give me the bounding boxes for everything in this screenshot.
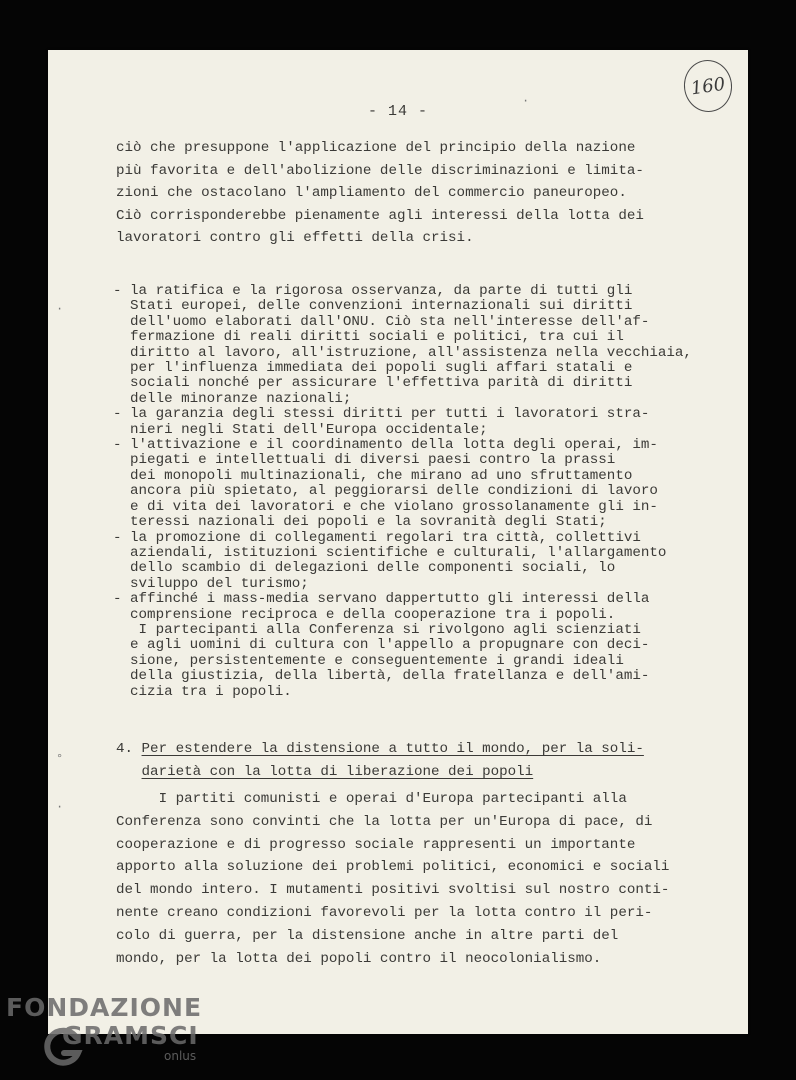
list-line: della giustizia, della libertà, della fratellanza e dell'ami- <box>113 668 650 685</box>
paragraph-continuation <box>116 137 644 250</box>
list-line: I partecipanti alla Conferenza si rivolgono agli scienziati <box>113 621 641 638</box>
text-line: nente creano condizioni favorevoli per la lotta contro il peri- <box>116 904 653 921</box>
margin-mark: · <box>522 94 530 108</box>
text-line: mondo, per la lotta dei popoli contro il neocolonialismo. <box>116 950 602 967</box>
text-line: più favorita e dell'abolizione delle discriminazioni e limita- <box>116 162 644 179</box>
section-title-line: darietà con la lotta di liberazione dei popoli <box>141 764 534 780</box>
list-line: e agli uomini di cultura con l'appello a propugnare con deci- <box>113 637 650 654</box>
list-line: - la promozione di collegamenti regolari tra città, collettivi <box>113 529 641 546</box>
section-heading <box>116 738 644 784</box>
text-line: cooperazione e di progresso sociale rappresenti un importante <box>116 836 636 853</box>
list-line: - affinché i mass-media servano dappertutto gli interessi della <box>113 591 650 608</box>
section-title-line: Per estendere la distensione a tutto il mondo, per la soli- <box>141 741 644 757</box>
list-line: e di vita dei lavoratori e che violano grossolanamente gli in- <box>113 498 658 515</box>
list-line: nieri negli Stati dell'Europa occidentale; <box>113 421 488 438</box>
list-line: fermazione di reali diritti sociali e politici, tra cui il <box>113 329 624 346</box>
list-line: - la garanzia degli stessi diritti per tutti i lavoratori stra- <box>113 406 650 423</box>
list-line: delle minoranze nazionali; <box>113 390 352 407</box>
list-line: dei monopoli multinazionali, che mirano ad uno sfruttamento <box>113 467 633 484</box>
text-line: I partiti comunisti e operai d'Europa partecipanti alla <box>116 791 627 807</box>
list-line: dello scambio di delegazioni delle componenti sociali, lo <box>113 560 616 577</box>
list-line: Stati europei, delle convenzioni internazionali sui diritti <box>113 298 633 315</box>
section-paragraph <box>116 788 669 970</box>
list-line: teressi nazionali dei popoli e la sovranità degli Stati; <box>113 514 607 531</box>
list-line: cizia tra i popoli. <box>113 683 292 700</box>
watermark-line-2: GRAMSCI <box>62 1021 199 1050</box>
text-line: lavoratori contro gli effetti della crisi. <box>116 230 474 246</box>
margin-mark: · <box>56 800 64 814</box>
list-line: sviluppo del turismo; <box>113 575 309 592</box>
text-line: colo di guerra, per la distensione anche in altre parti del <box>116 927 619 944</box>
section-number: 4. <box>116 741 134 757</box>
text-line: Ciò corrisponderebbe pienamente agli interessi della lotta dei <box>116 207 644 224</box>
text-line: ciò che presuppone l'applicazione del principio della nazione <box>116 140 636 156</box>
list-line: diritto al lavoro, all'istruzione, all'assistenza nella vecchiaia, <box>113 344 692 361</box>
list-line: ancora più spietato, al peggiorarsi delle condizioni di lavoro <box>113 483 658 500</box>
list-line: per l'influenza immediata dei popoli sugli affari statali e <box>113 360 633 377</box>
list-line: piegati e intellettuali di diversi paesi contro la prassi <box>113 452 616 469</box>
list-line: sione, persistentemente e conseguentemente i grandi ideali <box>113 652 624 669</box>
margin-mark: ° <box>56 752 64 766</box>
page-number: - 14 - <box>368 103 429 120</box>
margin-mark: · <box>56 302 64 316</box>
list-line: - l'attivazione e il coordinamento della lotta degli operai, im- <box>113 437 658 454</box>
list-line: aziendali, istituzioni scientifiche e culturali, l'allargamento <box>113 544 667 561</box>
proposal-list <box>113 284 692 700</box>
list-line: - la ratifica e la rigorosa osservanza, da parte di tutti gli <box>113 283 633 299</box>
list-line: sociali nonché per assicurare l'effettiva parità di diritti <box>113 375 633 392</box>
watermark-line-1: FONDAZIONE <box>6 993 203 1022</box>
list-line: comprensione reciproca e della cooperazione tra i popoli. <box>113 606 616 623</box>
text-line: del mondo intero. I mutamenti positivi svoltisi sul nostro conti- <box>116 882 670 899</box>
watermark-line-3: onlus <box>164 1049 197 1063</box>
list-line: dell'uomo elaborati dall'ONU. Ciò sta nell'interesse dell'af- <box>113 313 650 330</box>
stamp-number: 160 <box>689 73 727 99</box>
text-line: apporto alla soluzione dei problemi politici, economici e sociali <box>116 859 670 876</box>
text-line: Conferenza sono convinti che la lotta per un'Europa di pace, di <box>116 813 653 830</box>
text-line: zioni che ostacolano l'ampliamento del commercio paneuropeo. <box>116 185 627 201</box>
